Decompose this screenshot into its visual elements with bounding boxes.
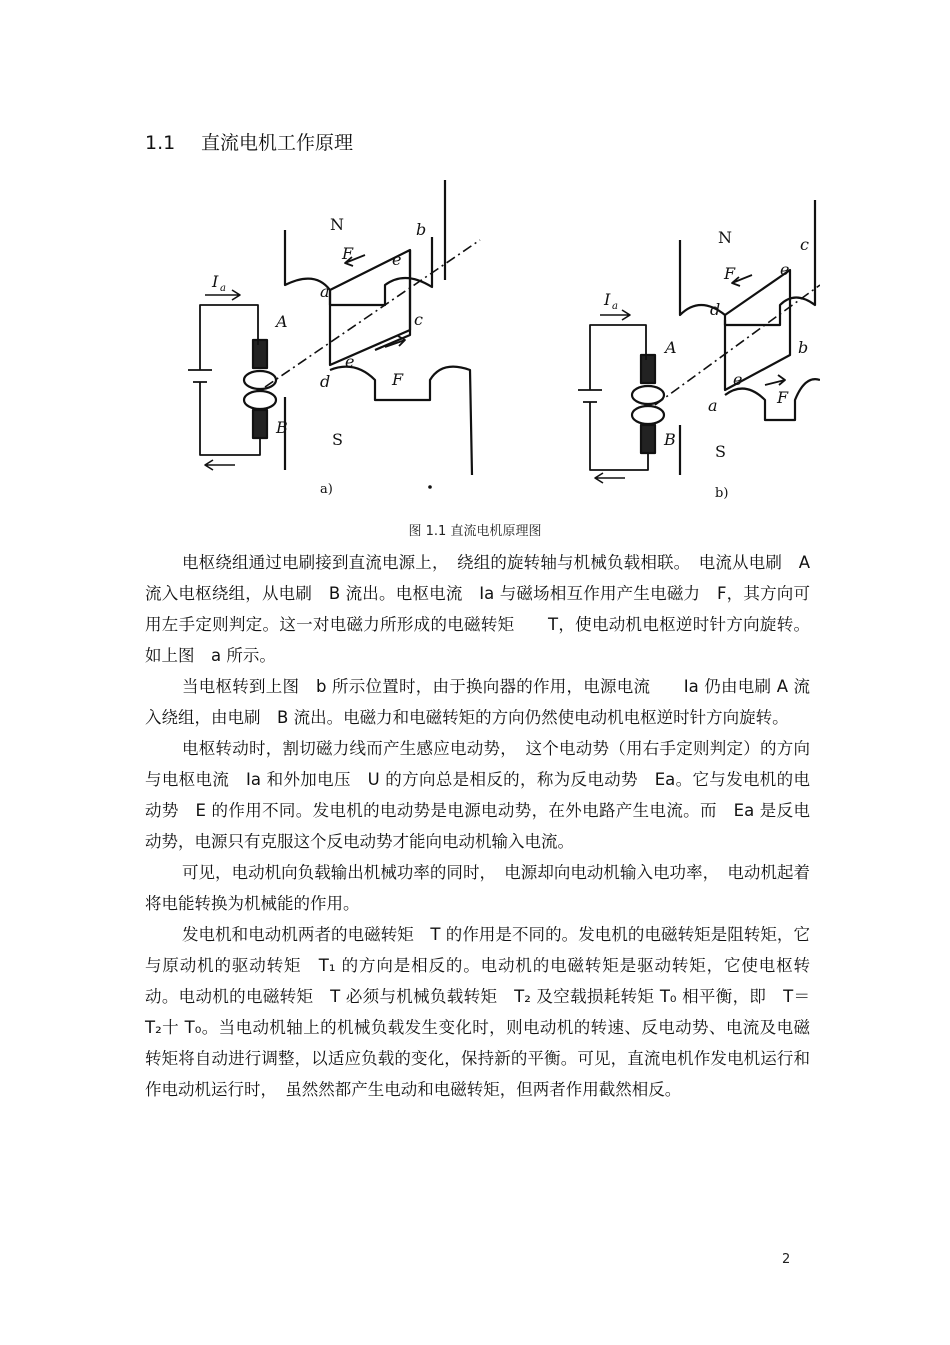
- shaft-a: [265, 240, 480, 387]
- label-coil-b-b: b: [798, 338, 809, 357]
- label-force-top-b: F: [724, 264, 736, 283]
- label-force-top-a: F: [342, 244, 354, 263]
- label-coil-b-a: b: [416, 220, 427, 239]
- label-coil-c-b: c: [800, 235, 809, 254]
- paragraph: 电枢转动时，割切磁力线而产生感应电动势， 这个电动势（用右手定则判定）的方向与电枢电流 Ia 和外加电压 U 的方向总是相反的，称为反电动势 Ea。它与发电机的电动势 E 的作用不同。发电机的电动势是电源电动势，在外电路产生电流。而 Ea 是反电动势，电源只有克服这个反电动势才能向电动机输入电流。: [145, 739, 810, 851]
- label-force-bottom-b: F: [777, 388, 789, 407]
- section-title: 直流电机工作原理: [201, 132, 354, 154]
- section-heading: [145, 128, 353, 155]
- label-emf-bottom-b: e: [733, 370, 743, 389]
- circuit-b: [578, 325, 648, 470]
- label-pole-n-a: N: [330, 215, 344, 234]
- label-current-sub-b: a: [612, 301, 618, 312]
- diagram-b: [578, 200, 820, 483]
- page-number: 2: [782, 1252, 791, 1267]
- label-brush-b-a: B: [276, 418, 288, 437]
- label-pole-n-b: N: [718, 228, 732, 247]
- figure-caption: 图 1.1 直流电机原理图: [408, 524, 542, 539]
- label-emf-top-a: e: [392, 250, 402, 269]
- label-current-a: I: [212, 272, 219, 291]
- paragraph: 当电枢转到上图 b 所示位置时，由于换向器的作用，电源电流 Ia 仍由电刷 A 流入绕组，由电刷 B 流出。电磁力和电磁转矩的方向仍然使电动机电枢逆时针方向旋转。: [145, 677, 810, 727]
- label-current-sub-a: a: [220, 283, 226, 294]
- circuit-a: [188, 305, 260, 455]
- label-emf-top-b: e: [780, 260, 790, 279]
- label-diagram-b: b): [715, 486, 729, 501]
- label-current-b: I: [604, 290, 611, 309]
- paragraph: 电枢绕组通过电刷接到直流电源上， 绕组的旋转轴与机械负载相联。 电流从电刷 A 流入电枢绕组，从电刷 B 流出。电枢电流 Ia 与磁场相互作用产生电磁力 F，其方向可用左手定则判定。这一对电磁力所形成的电磁转矩 T，使电动机电枢逆时针方向旋转。如上图 a 所示。: [145, 553, 810, 665]
- label-brush-a-a: A: [276, 312, 288, 331]
- label-pole-s-a: S: [332, 430, 343, 449]
- label-coil-d-b: d: [710, 300, 721, 319]
- label-coil-a-a: a: [320, 282, 330, 301]
- label-diagram-a: a): [320, 482, 333, 497]
- label-emf-bottom-a: e: [345, 352, 355, 371]
- label-pole-s-b: S: [715, 442, 726, 461]
- paragraph: 可见，电动机向负载输出机械功率的同时， 电源却向电动机输入电功率， 电动机起着将电能转换为机械能的作用。: [145, 863, 810, 913]
- body-text: [145, 547, 810, 1105]
- section-number: 1.1: [145, 132, 176, 154]
- label-force-bottom-a: F: [392, 370, 404, 389]
- label-coil-d-a: d: [320, 372, 331, 391]
- label-coil-c-a: c: [414, 310, 423, 329]
- label-brush-b-b: B: [664, 430, 676, 449]
- dc-motor-diagram: [180, 175, 820, 505]
- label-coil-a-b: a: [708, 396, 718, 415]
- paragraph: 发电机和电动机两者的电磁转矩 T 的作用是不同的。发电机的电磁转矩是阻转矩，它与原动机的驱动转矩 T₁ 的方向是相反的。电动机的电磁转矩是驱动转矩，它使电枢转动。电动机的电磁转矩 T 必须与机械负载转矩 T₂ 及空载损耗转矩 T₀ 相平衡，即 T＝T₂十 T₀。当电动机轴上的机械负载发生变化时，则电动机的转速、反电动势、电流及电磁转矩将自动进行调整，以适应负载的变化，保持新的平衡。可见，直流电机作发电机运行和作电动机运行时， 虽然然都产生电动和电磁转矩，但两者作用截然相反。: [145, 925, 810, 1099]
- pole-n-b: [680, 200, 815, 325]
- label-brush-a-b: A: [665, 338, 677, 357]
